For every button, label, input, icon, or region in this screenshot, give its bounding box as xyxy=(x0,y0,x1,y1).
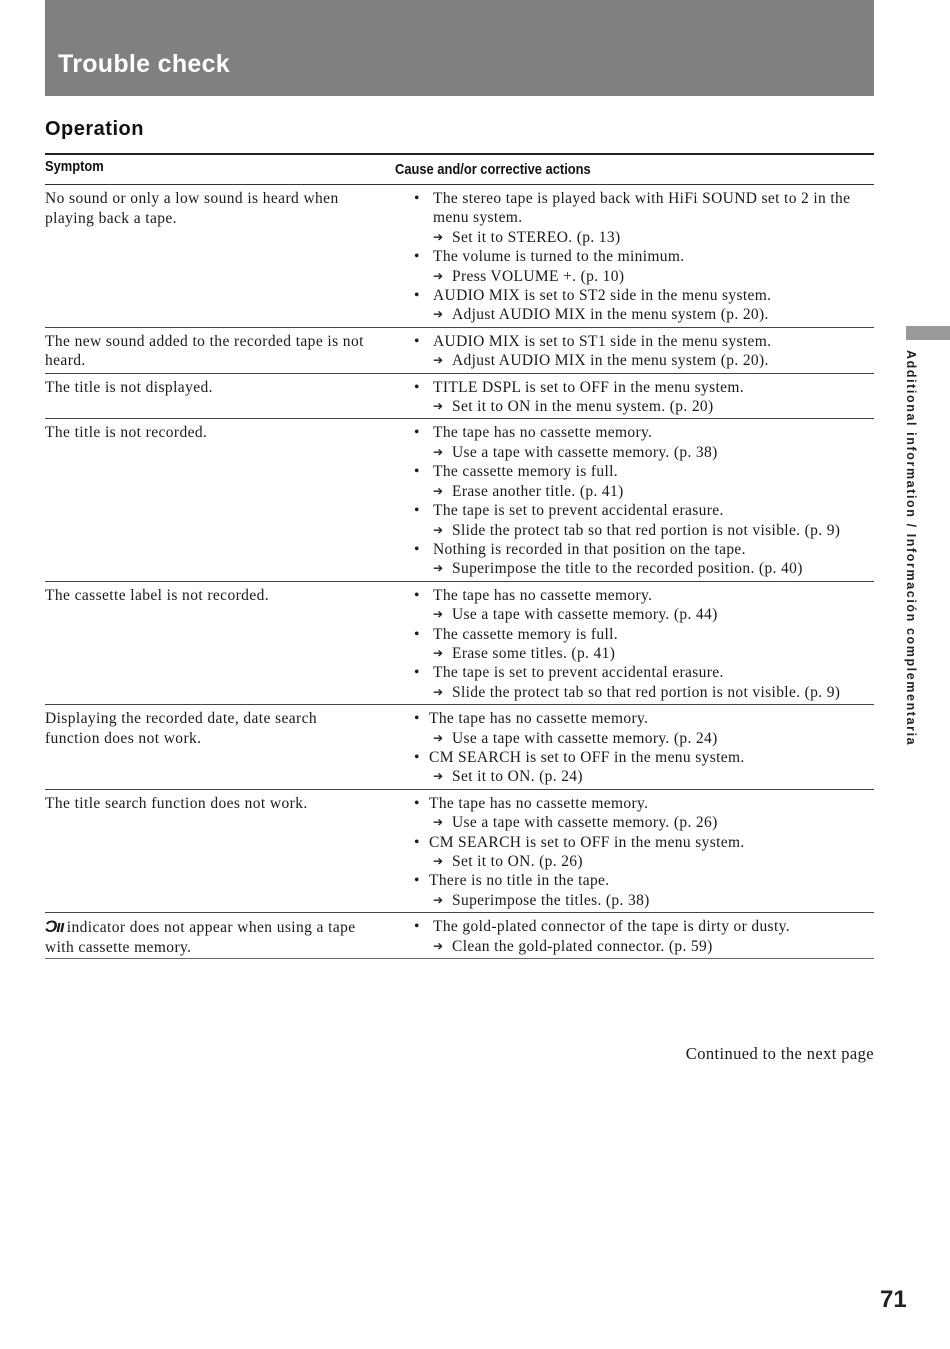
table-row xyxy=(45,419,874,581)
bullet-icon: • xyxy=(414,287,420,305)
cause-text: Nothing is recorded in that position on the tape. xyxy=(433,540,746,558)
cause-item xyxy=(395,286,874,325)
fix-line xyxy=(433,521,874,540)
section-title: Operation xyxy=(45,118,144,140)
symptom-cell xyxy=(45,582,395,704)
fix-line xyxy=(433,605,874,624)
cause-item xyxy=(395,462,874,501)
arrow-right-icon: ➔ xyxy=(433,815,444,830)
table-row xyxy=(45,913,874,959)
arrow-right-icon: ➔ xyxy=(433,892,444,907)
arrow-right-icon: ➔ xyxy=(433,684,444,699)
symptom-text: The cassette label is not recorded. xyxy=(45,586,270,604)
table-row xyxy=(45,328,874,374)
column-header-symptom: Symptom xyxy=(45,158,104,175)
arrow-right-icon: ➔ xyxy=(433,229,444,244)
cause-cell xyxy=(395,705,874,789)
cause-cell xyxy=(395,419,874,580)
table-header xyxy=(45,153,874,185)
fix-line xyxy=(433,937,874,956)
cause-text: The tape is set to prevent accidental erasure. xyxy=(433,664,724,682)
fix-line xyxy=(433,482,874,501)
fix-line xyxy=(433,644,874,663)
bullet-icon: • xyxy=(414,710,420,728)
cause-item xyxy=(395,917,874,956)
cause-item xyxy=(395,247,874,286)
cause-item xyxy=(395,871,874,910)
column-header-cause: Cause and/or corrective actions xyxy=(395,161,591,178)
fix-text: Slide the protect tab so that red portion is not visible. (p. 9) xyxy=(452,521,841,539)
bullet-icon: • xyxy=(414,918,420,936)
cause-text: The cassette memory is full. xyxy=(433,463,618,481)
bullet-icon: • xyxy=(414,190,420,207)
side-tab-marker xyxy=(906,326,950,340)
cause-item xyxy=(395,540,874,579)
cause-item xyxy=(395,663,874,702)
fix-text: Set it to STEREO. (p. 13) xyxy=(452,228,621,246)
bullet-icon: • xyxy=(414,332,420,350)
arrow-right-icon: ➔ xyxy=(433,307,444,322)
fix-text: Adjust AUDIO MIX in the menu system (p. 20). xyxy=(452,306,769,324)
fix-text: Use a tape with cassette memory. (p. 44) xyxy=(452,606,718,624)
symptom-cell xyxy=(45,185,395,327)
cause-text: CM SEARCH is set to OFF in the menu system. xyxy=(429,833,745,851)
cause-text: The tape has no cassette memory. xyxy=(433,424,653,442)
fix-line xyxy=(433,351,874,370)
fix-text: Set it to ON in the menu system. (p. 20) xyxy=(452,398,714,416)
bullet-icon: • xyxy=(414,540,420,558)
cause-text: The gold-plated connector of the tape is dirty or dusty. xyxy=(433,918,790,936)
header-banner xyxy=(45,0,874,96)
bullet-icon: • xyxy=(414,794,420,812)
cause-item xyxy=(395,423,874,462)
cause-list xyxy=(395,423,874,578)
cause-cell xyxy=(395,374,874,419)
cause-cell xyxy=(395,790,874,912)
cause-list xyxy=(395,378,874,417)
symptom-text: Displaying the recorded date, date search function does not work. xyxy=(45,710,318,747)
cause-text: TITLE DSPL is set to OFF in the menu system. xyxy=(433,378,745,396)
arrow-right-icon: ➔ xyxy=(433,522,444,537)
fix-line xyxy=(433,683,874,702)
bullet-icon: • xyxy=(414,502,420,520)
table-row xyxy=(45,185,874,328)
arrow-right-icon: ➔ xyxy=(433,607,444,622)
arrow-right-icon: ➔ xyxy=(433,483,444,498)
arrow-right-icon: ➔ xyxy=(433,854,444,868)
fix-line xyxy=(433,443,874,462)
cause-item xyxy=(395,586,874,625)
cause-text: The volume is turned to the minimum. xyxy=(433,248,685,266)
trouble-table xyxy=(45,153,874,959)
arrow-right-icon: ➔ xyxy=(433,645,444,660)
fix-line xyxy=(429,813,874,832)
fix-line xyxy=(429,767,874,786)
arrow-right-icon: ➔ xyxy=(433,444,444,459)
cause-text: AUDIO MIX is set to ST1 side in the menu system. xyxy=(433,332,772,350)
side-section-label: Additional information / Información complementaria xyxy=(904,350,918,747)
fix-line xyxy=(433,397,874,416)
cause-item xyxy=(395,794,874,833)
cause-text: The tape has no cassette memory. xyxy=(429,794,649,812)
symptom-text: The title search function does not work. xyxy=(45,794,308,812)
fix-line xyxy=(429,729,874,748)
fix-text: Use a tape with cassette memory. (p. 38) xyxy=(452,443,718,461)
fix-line xyxy=(433,559,874,578)
cause-item xyxy=(395,189,874,247)
fix-line xyxy=(433,305,874,324)
arrow-right-icon: ➔ xyxy=(433,399,444,414)
symptom-text: The new sound added to the recorded tape is not heard. xyxy=(45,332,364,370)
page-number: 71 xyxy=(880,1286,907,1313)
fix-line xyxy=(429,891,874,910)
cause-text: The tape has no cassette memory. xyxy=(433,586,653,604)
page-title: Trouble check xyxy=(58,50,231,78)
cause-text: The tape is set to prevent accidental erasure. xyxy=(433,502,724,520)
cause-cell xyxy=(395,582,874,704)
bullet-icon: • xyxy=(414,378,420,396)
cause-item xyxy=(395,833,874,872)
bullet-icon: • xyxy=(414,833,420,851)
symptom-text: The title is not recorded. xyxy=(45,424,208,442)
arrow-right-icon: ➔ xyxy=(433,268,444,283)
symptom-text: indicator does not appear when using a tape with cassette memory. xyxy=(45,919,356,956)
table-body xyxy=(45,185,874,959)
symptom-cell xyxy=(45,419,395,580)
bullet-icon: • xyxy=(414,586,420,604)
fix-line xyxy=(433,267,874,286)
symptom-cell xyxy=(45,790,395,912)
arrow-right-icon: ➔ xyxy=(433,730,444,745)
bullet-icon: • xyxy=(414,748,420,766)
cause-list xyxy=(395,794,874,910)
cause-item xyxy=(395,625,874,664)
table-row xyxy=(45,374,874,420)
fix-text: Erase some titles. (p. 41) xyxy=(452,644,616,662)
fix-line xyxy=(433,228,874,247)
fix-text: Erase another title. (p. 41) xyxy=(452,482,624,500)
symptom-cell xyxy=(45,328,395,373)
cause-text: CM SEARCH is set to OFF in the menu system. xyxy=(429,748,745,766)
continued-note: Continued to the next page xyxy=(685,1044,874,1063)
cause-item xyxy=(395,748,874,787)
cause-item xyxy=(395,501,874,540)
fix-text: Press VOLUME +. (p. 10) xyxy=(452,267,625,285)
fix-text: Use a tape with cassette memory. (p. 24) xyxy=(452,729,718,747)
bullet-icon: • xyxy=(414,248,420,266)
cause-text: There is no title in the tape. xyxy=(429,872,610,890)
cause-list xyxy=(395,189,874,325)
table-row xyxy=(45,705,874,790)
symptom-cell xyxy=(45,374,395,419)
cause-cell xyxy=(395,328,874,373)
fix-line xyxy=(429,852,874,871)
cause-list xyxy=(395,709,874,787)
fix-text: Slide the protect tab so that red portion is not visible. (p. 9) xyxy=(452,683,841,701)
cause-item xyxy=(395,709,874,748)
cause-cell xyxy=(395,185,874,327)
symptom-cell xyxy=(45,913,395,958)
bullet-icon: • xyxy=(414,872,420,890)
cause-text: AUDIO MIX is set to ST2 side in the menu system. xyxy=(433,287,772,305)
fix-text: Superimpose the title to the recorded position. (p. 40) xyxy=(452,560,803,578)
bullet-icon: • xyxy=(414,664,420,682)
fix-text: Set it to ON. (p. 24) xyxy=(452,768,583,786)
fix-text: Superimpose the titles. (p. 38) xyxy=(452,891,650,909)
cause-text: The tape has no cassette memory. xyxy=(429,710,649,728)
bullet-icon: • xyxy=(414,625,420,643)
cause-text: The stereo tape is played back with HiFi SOUND set to 2 in the menu system. xyxy=(433,190,851,227)
symptom-text: The title is not displayed. xyxy=(45,378,213,396)
bullet-icon: • xyxy=(414,463,420,481)
cause-cell xyxy=(395,913,874,958)
fix-text: Set it to ON. (p. 26) xyxy=(452,853,583,870)
arrow-right-icon: ➔ xyxy=(433,561,444,576)
arrow-right-icon: ➔ xyxy=(433,769,444,784)
bullet-icon: • xyxy=(414,424,420,442)
symptom-text: No sound or only a low sound is heard when playing back a tape. xyxy=(45,190,339,227)
cause-list xyxy=(395,332,874,371)
fix-text: Clean the gold-plated connector. (p. 59) xyxy=(452,937,713,955)
table-row xyxy=(45,582,874,705)
cassette-memory-icon: Ɔıı xyxy=(45,917,64,937)
cause-text: The cassette memory is full. xyxy=(433,625,618,643)
cause-list xyxy=(395,586,874,702)
cause-item xyxy=(395,378,874,417)
arrow-right-icon: ➔ xyxy=(433,938,444,953)
cause-list xyxy=(395,917,874,956)
symptom-cell xyxy=(45,705,395,789)
table-row xyxy=(45,790,874,913)
fix-text: Adjust AUDIO MIX in the menu system (p. 20). xyxy=(452,352,769,370)
fix-text: Use a tape with cassette memory. (p. 26) xyxy=(452,814,718,832)
arrow-right-icon: ➔ xyxy=(433,353,444,368)
cause-item xyxy=(395,332,874,371)
